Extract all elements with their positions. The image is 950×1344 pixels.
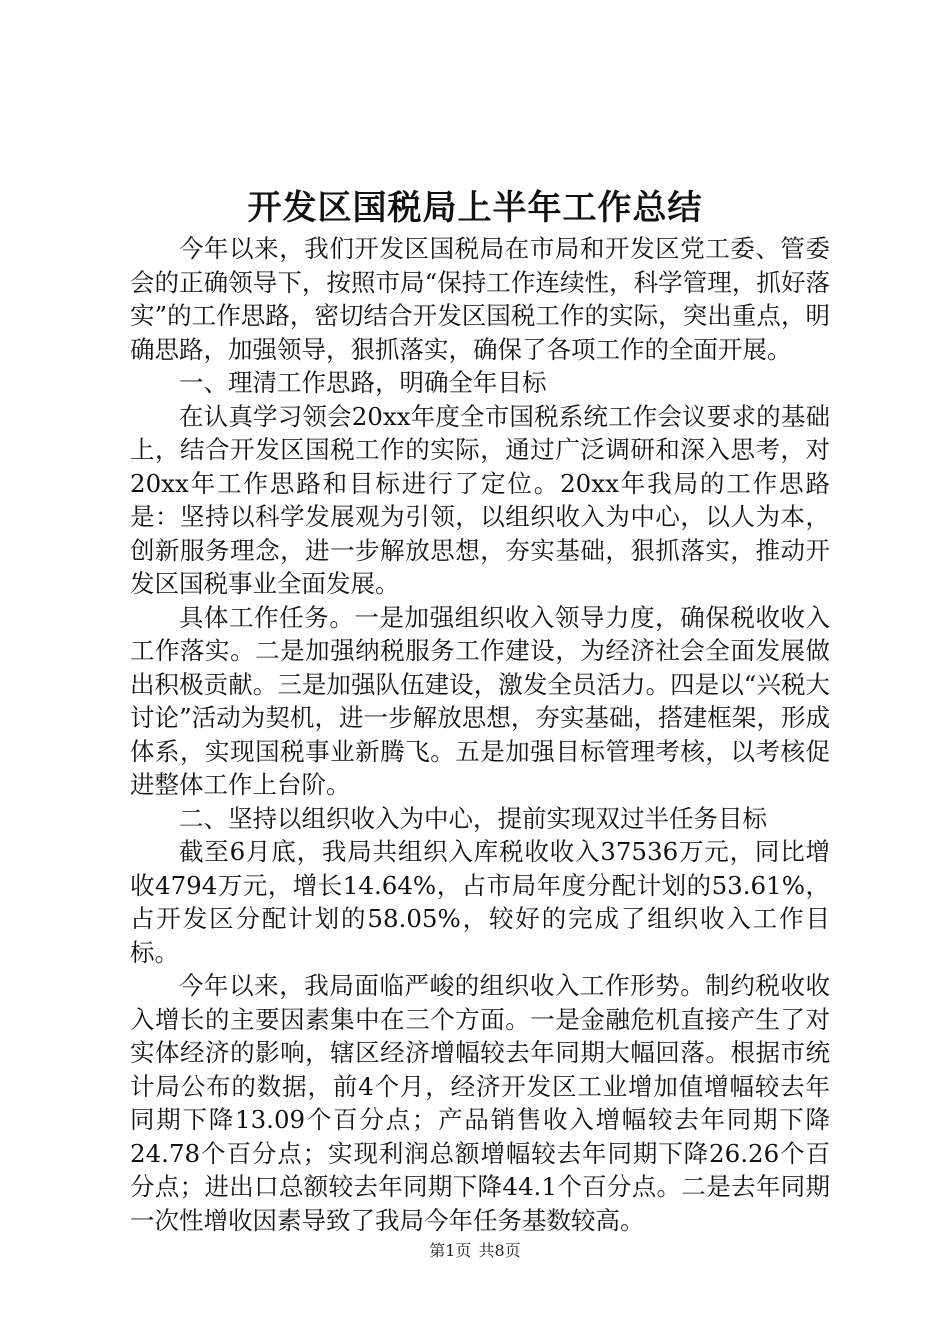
page-number: 第1页 — [429, 1241, 472, 1260]
paragraph-revenue-figures: 截至6月底，我局共组织入库税收收入37536万元，同比增收4794万元，增长14.64%，占市局年度分配计划的53.61%，占开发区分配计划的58.05%，较好的完成了组织收入工作目标。 — [130, 837, 830, 967]
page-total: 共8页 — [478, 1241, 521, 1260]
document-body — [130, 232, 830, 1237]
paragraph-intro: 今年以来，我们开发区国税局在市局和开发区党工委、管委会的正确领导下，按照市局“保持工作连续性，科学管理，抓好落实”的工作思路，密切结合开发区国税工作的实际，突出重点，明确思路，加强领导，狠抓落实，确保了各项工作的全面开展。 — [130, 234, 830, 364]
section-heading-2: 二、坚持以组织收入为中心，提前实现双过半任务目标 — [179, 803, 767, 833]
paragraph-work-approach: 在认真学习领会20xx年度全市国税系统工作会议要求的基础上，结合开发区国税工作的实际，通过广泛调研和深入思考，对20xx年工作思路和目标进行了定位。20xx年我局的工作思路是：坚持以科学发展观为引领，以组织收入为中心，以人为本，创新服务理念，进一步解放思想，夯实基础，狠抓落实，推动开发区国税事业全面发展。 — [130, 401, 830, 598]
paragraph-specific-tasks: 具体工作任务。一是加强组织收入领导力度，确保税收收入工作落实。二是加强纳税服务工作建设，为经济社会全面发展做出积极贡献。三是加强队伍建设，激发全员活力。四是以“兴税大讨论”活动为契机，进一步解放思想，夯实基础，搭建框架，形成体系，实现国税事业新腾飞。五是加强目标管理考核，以考核促进整体工作上台阶。 — [130, 602, 830, 799]
paragraph-revenue-situation: 今年以来，我局面临严峻的组织收入工作形势。制约税收收入增长的主要因素集中在三个方面。一是金融危机直接产生了对实体经济的影响，辖区经济增幅较去年同期大幅回落。根据市统计局公布的数据，前4个月，经济开发区工业增加值增幅较去年同期下降13.09个百分点；产品销售收入增幅较去年同期下降24.78个百分点；实现利润总额增幅较去年同期下降26.26个百分点；进出口总额较去年同期下降44.1个百分点。二是去年同期一次性增收因素导致了我局今年任务基数较高。 — [130, 971, 830, 1235]
document-title: 开发区国税局上半年工作总结 — [247, 188, 703, 228]
page-footer — [0, 1241, 950, 1261]
section-heading-1: 一、理清工作思路，明确全年目标 — [179, 368, 547, 397]
